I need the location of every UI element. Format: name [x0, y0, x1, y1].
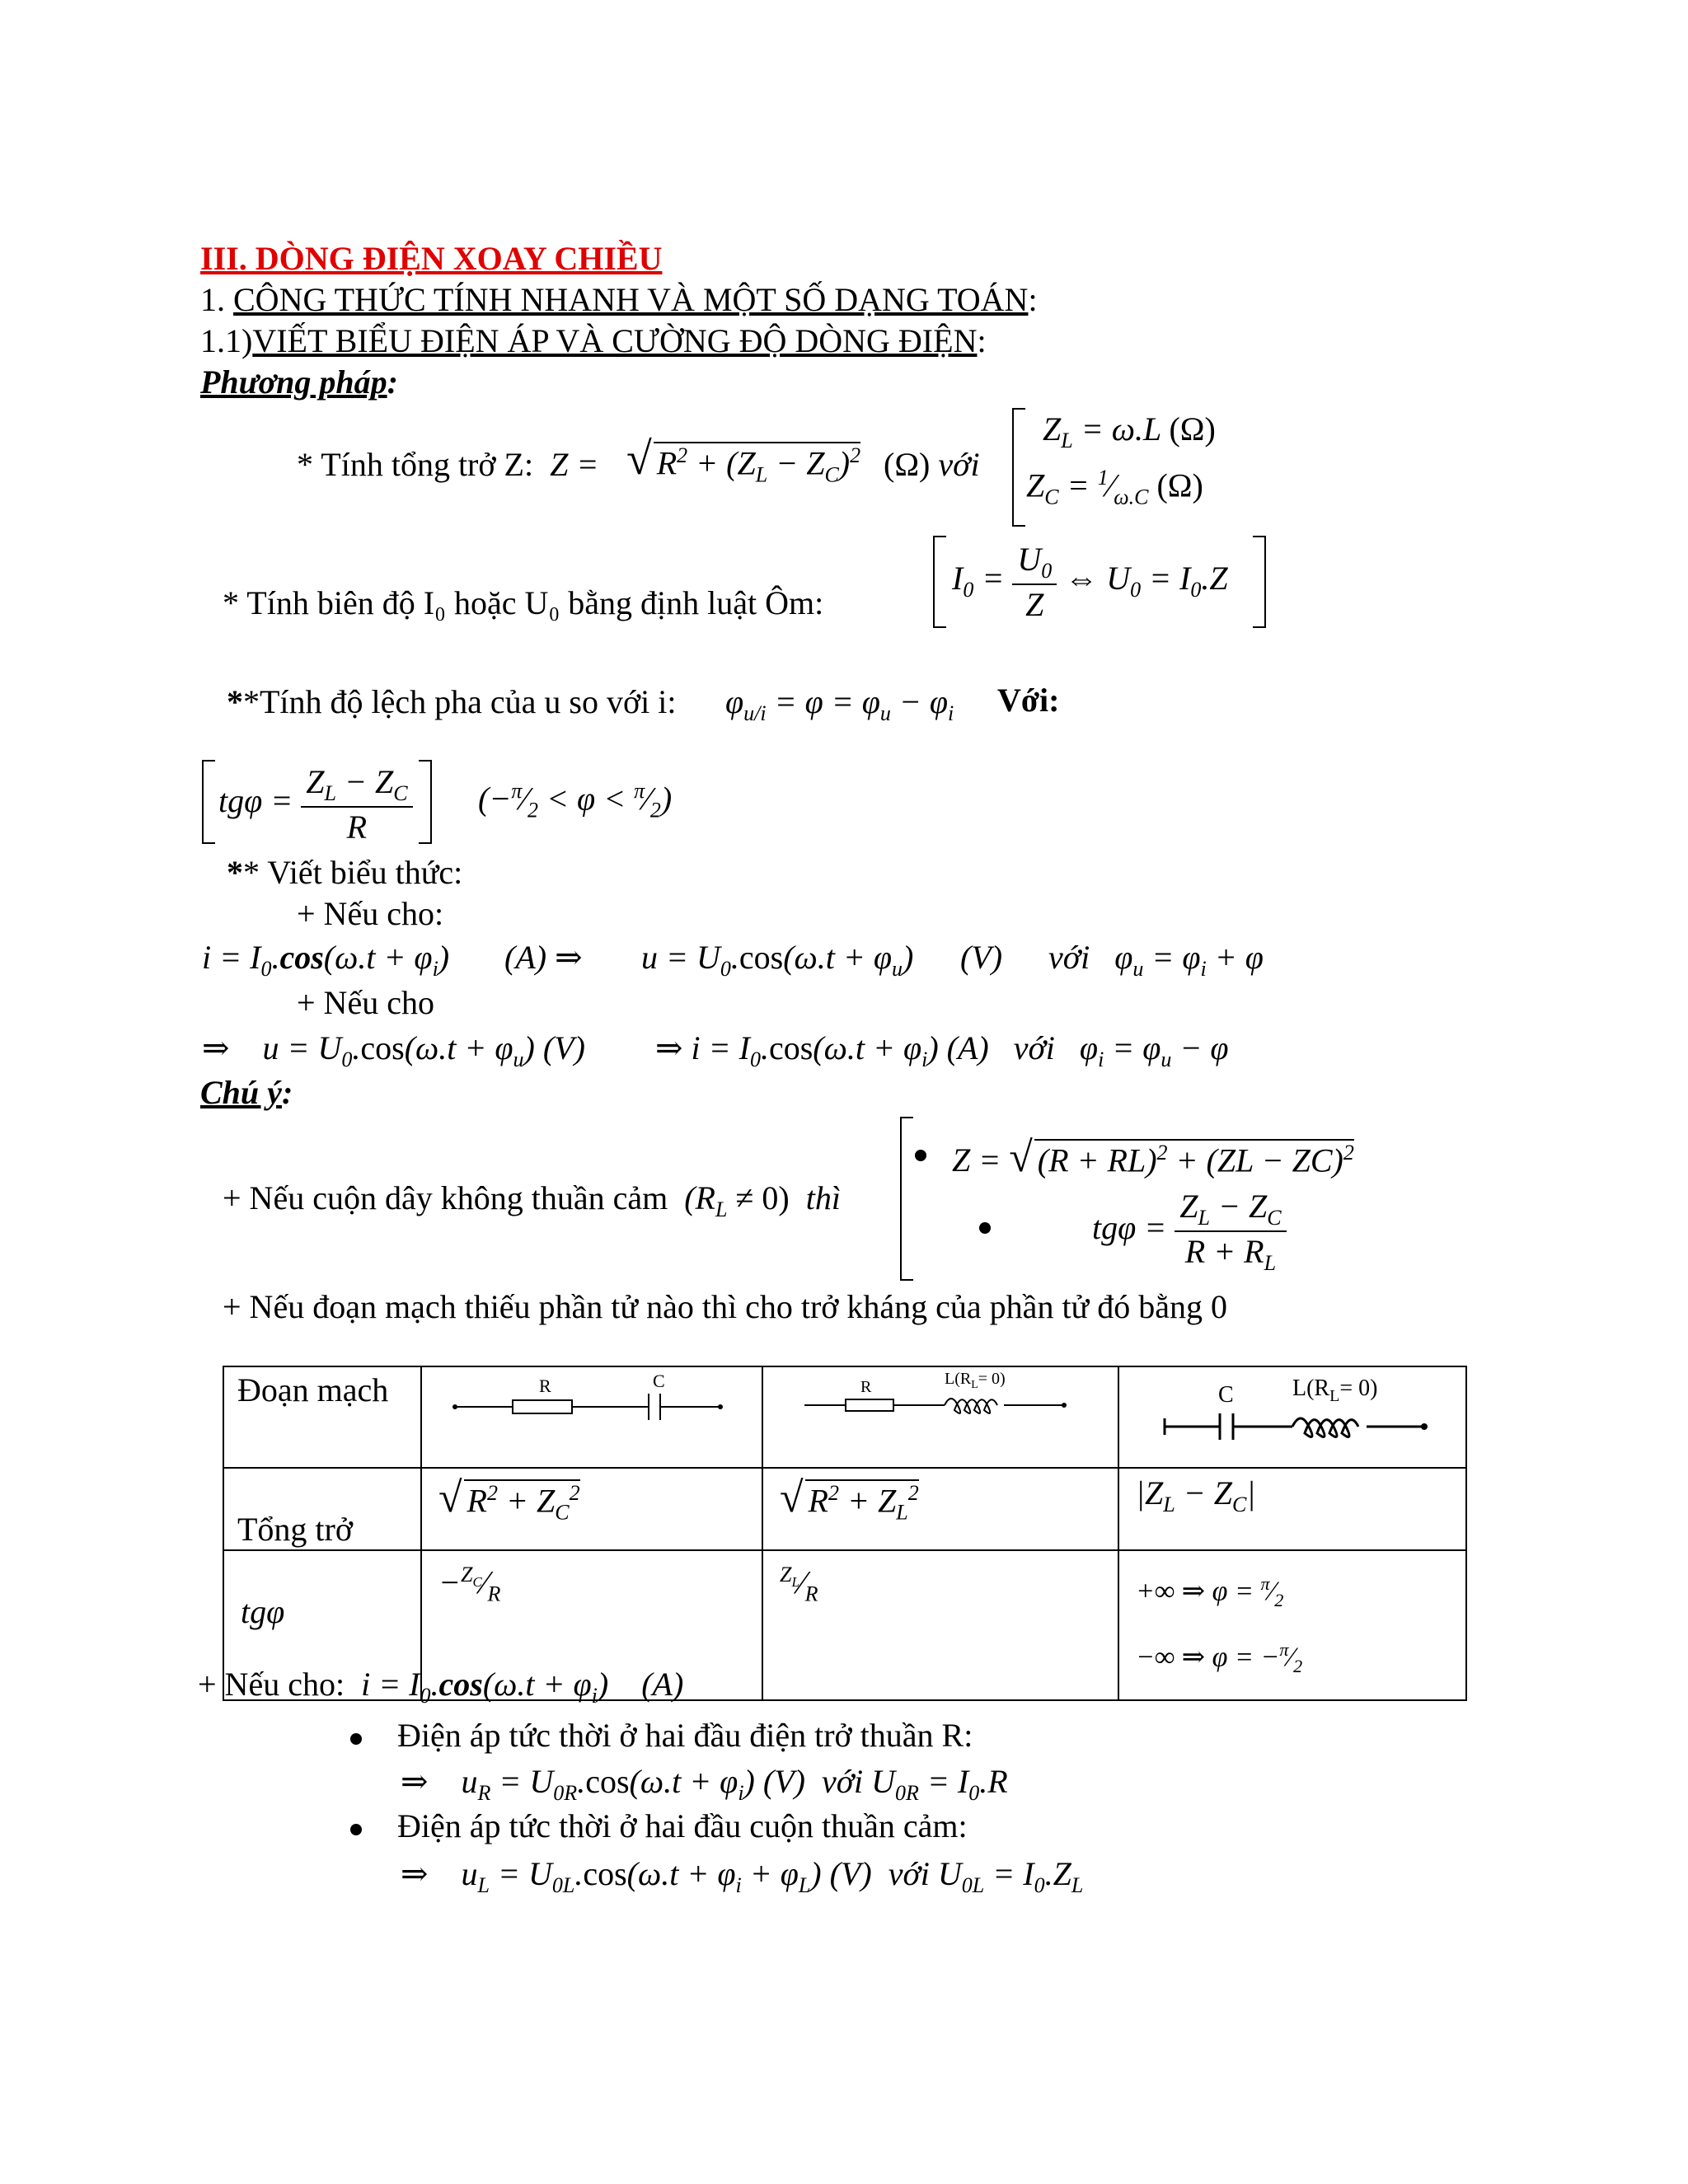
amplitude-text: * Tính biên độ I₀ hoặc U₀ bằng định luật Ôm: — [223, 584, 824, 621]
coil-line: + Nếu cuộn dây không thuần cảm $(R_L \ne 0)$ thì — [223, 1179, 841, 1221]
tg-formula: tgφ = $\frac{Z_L - Z_C}{R}$ — [218, 762, 413, 846]
bullet-1-formula: ⇒ $u_R = U_{0R}.\cos(\omega.t + \varphi_i)$ (V) với $U_{0R} = I_0.R$ — [401, 1763, 1008, 1805]
cell-circuit-lc — [1118, 1366, 1466, 1468]
bullet-2-formula: ⇒ $u_L = U_{0L}.\cos(\omega.t + \varphi_i + \varphi_L)$ (V) với $U_{0L} = I_0.Z_L$ — [401, 1855, 1084, 1897]
inductor-symbol-2 — [1292, 1418, 1358, 1437]
circuit-rl-r-label: R — [860, 1378, 872, 1396]
circuit-rc-c-label: C — [653, 1371, 665, 1391]
impedance-text: * Tính tổng trở Z: — [297, 446, 534, 483]
phase-formula: $\varphi_{u/i} = \varphi = \varphi_u - \varphi_i$ — [725, 683, 954, 725]
expr-u-result: $u = U_0.\cos(\omega.t + \varphi_u)$ — [641, 939, 914, 981]
cell-row1-label — [223, 1366, 421, 1468]
zc-formula: $Z_C$ = $^1⁄_{\omega.C}$ (Ω) — [1026, 466, 1203, 509]
expr-phi-u: với $\varphi_u = \varphi_i + \varphi$ — [1048, 939, 1264, 981]
impedance-formula: Z = — [542, 446, 607, 483]
coil-cond: (R — [684, 1179, 715, 1216]
method-label — [200, 363, 398, 401]
circuit-rl-l-label: $L(R_L= 0)$ — [945, 1370, 1006, 1391]
circuit-table — [223, 1366, 1467, 1701]
phase-range: ($-^\pi⁄_2 < \varphi$ < $^\pi⁄_2$) — [478, 779, 673, 823]
note-label-text: Chú ý — [200, 1074, 282, 1111]
missing-text: + Nếu đoạn mạch thiếu phần tử nào thì cho trở kháng của phần tử đó bằng 0 — [223, 1288, 1227, 1325]
circuit-rc-r-label: R — [539, 1376, 551, 1396]
heading-1-prefix: 1. — [200, 281, 233, 318]
row1-label: Đoạn mạch — [237, 1371, 389, 1408]
expr-i-given: $i = I_0.\cos(\omega.t + \varphi_i)$ — [202, 939, 450, 981]
then-word: thì — [805, 1179, 841, 1216]
cell-tg-rc: $-^{Z_C}⁄_R$ — [421, 1550, 762, 1700]
heading-2-prefix: 1.1) — [200, 322, 253, 359]
heading-1-text: CÔNG THỨC TÍNH NHANH VÀ MỘT SỐ DẠNG TOÁN — [233, 281, 1029, 318]
unit-a-2: (A) — [641, 1666, 684, 1703]
note-tg-formula: tgφ = $\frac{Z_L - Z_C}{R + R_L}$ — [1092, 1187, 1287, 1276]
cell-z-rc: √ $R^2 + Z_C^2$ — [421, 1468, 762, 1550]
if-given-1: + Nếu cho: — [297, 895, 444, 932]
phase-text: **Tính độ lệch pha của u so với i: — [227, 683, 677, 720]
if-given-2: + Nếu cho — [297, 984, 434, 1021]
heading-2 — [200, 321, 987, 360]
note-bullet-2 — [979, 1222, 991, 1234]
cell-circuit-rl — [762, 1366, 1118, 1468]
implies-1: ⇒ — [401, 1763, 429, 1800]
method-colon: : — [387, 363, 398, 401]
heading-1 — [200, 280, 1038, 319]
resistor-symbol — [513, 1400, 572, 1413]
note-bullet-1 — [915, 1150, 926, 1161]
bottom-if-given-label: + Nếu cho: — [198, 1666, 345, 1703]
cell-circuit-rc — [421, 1366, 762, 1468]
tg-bracket-right — [419, 760, 432, 844]
circuit-lc-diagram — [1119, 1367, 1465, 1463]
bullet-2 — [350, 1824, 362, 1835]
resistor-symbol-2 — [846, 1399, 893, 1411]
phase-text-label: *Tính độ lệch pha của u so với i: — [243, 683, 677, 720]
impedance-sqrt: √ $R^2 + (Z_L - Z_C)^2$ — [626, 434, 861, 486]
method-label-text: Phương pháp — [200, 363, 387, 401]
bullet-2-text: Điện áp tức thời ở hai đầu cuộn thuần cảm: — [397, 1807, 968, 1844]
note-label — [200, 1073, 293, 1112]
coil-cond-tail: ≠ 0) — [735, 1179, 790, 1216]
row2-label: Tổng trở — [237, 1511, 354, 1548]
write-expr-text: ** Viết biểu thức: — [227, 854, 463, 891]
expr-i-unit: (A) ⇒ — [504, 939, 583, 976]
row3-label: tgφ — [241, 1593, 285, 1630]
expr-i-result: ⇒ $i = I_0.\cos(\omega.t + \varphi_i)$ (A) với $\varphi_i = \varphi_u - \varphi$ — [655, 1029, 1229, 1071]
circuit-rl-diagram — [763, 1367, 1118, 1463]
heading-1-suffix: : — [1028, 281, 1038, 318]
ohm-unit: (Ω) — [884, 446, 931, 483]
impedance-line — [297, 445, 607, 484]
note-bracket — [900, 1117, 913, 1281]
note-colon: : — [281, 1074, 293, 1111]
ohm-bracket-right — [1253, 536, 1266, 628]
circuit-lc-c-label: C — [1218, 1382, 1234, 1408]
cell-tg-lc: +∞ ⇒ $\varphi = ^\pi⁄_2$ −∞ ⇒ $\varphi = -^\pi⁄_2$ — [1118, 1550, 1466, 1700]
impedance-bracket — [1012, 408, 1025, 527]
section-title: III. DÒNG ĐIỆN XOAY CHIỀU — [200, 240, 663, 277]
heading-2-suffix: : — [977, 322, 987, 359]
zl-formula: $Z_L = \omega.L$ (Ω) — [1043, 410, 1216, 452]
expr-u-given: ⇒ $u = U_0.\cos(\omega.t + \varphi_u)$ (V) — [202, 1029, 585, 1071]
tg-bracket-left — [202, 760, 215, 844]
bullet-1-text: Điện áp tức thời ở hai đầu điện trở thuần R: — [397, 1717, 973, 1754]
expr-u-unit: (V) — [960, 939, 1003, 976]
bottom-if-given: + Nếu cho: $i = I_0.\cos(\omega.t + \varphi_i)$ (A) — [198, 1666, 684, 1708]
heading-2-text: VIẾT BIỂU ĐIỆN ÁP VÀ CƯỜNG ĐỘ DÒNG ĐIỆN — [252, 322, 978, 359]
cell-tg-rl: $^{Z_L}⁄_R$ — [762, 1550, 1118, 1700]
with-word: với — [938, 446, 980, 483]
with-bold: Với: — [997, 682, 1060, 719]
circuit-lc-l-label: $L(R_L= 0)$ — [1292, 1376, 1378, 1405]
unit-a-1: (A) — [504, 939, 547, 976]
impedance-unit — [884, 445, 980, 484]
ohm-bracket-left — [933, 536, 946, 628]
write-expr-label: * Viết biểu thức: — [243, 854, 463, 891]
cell-z-lc: $|Z_L - Z_C|$ — [1118, 1468, 1466, 1550]
note-z-formula: Z = √ (R + RL)$^2$ + (ZL − ZC)$^2$ — [952, 1134, 1354, 1181]
cell-z-rl: √ $R^2 + Z_L^2$ — [762, 1468, 1118, 1550]
cell-row2-label — [223, 1468, 421, 1550]
inductor-symbol — [945, 1399, 997, 1413]
coil-text: + Nếu cuộn dây không thuần cảm — [223, 1179, 668, 1216]
ohm-law: $I_0$ = $\frac{U_0}{Z}$ ⇔ $U_0 = I_0.Z$ — [952, 541, 1228, 623]
circuit-rc-diagram — [422, 1367, 762, 1463]
implies-2: ⇒ — [401, 1855, 429, 1892]
bullet-1 — [350, 1733, 362, 1745]
